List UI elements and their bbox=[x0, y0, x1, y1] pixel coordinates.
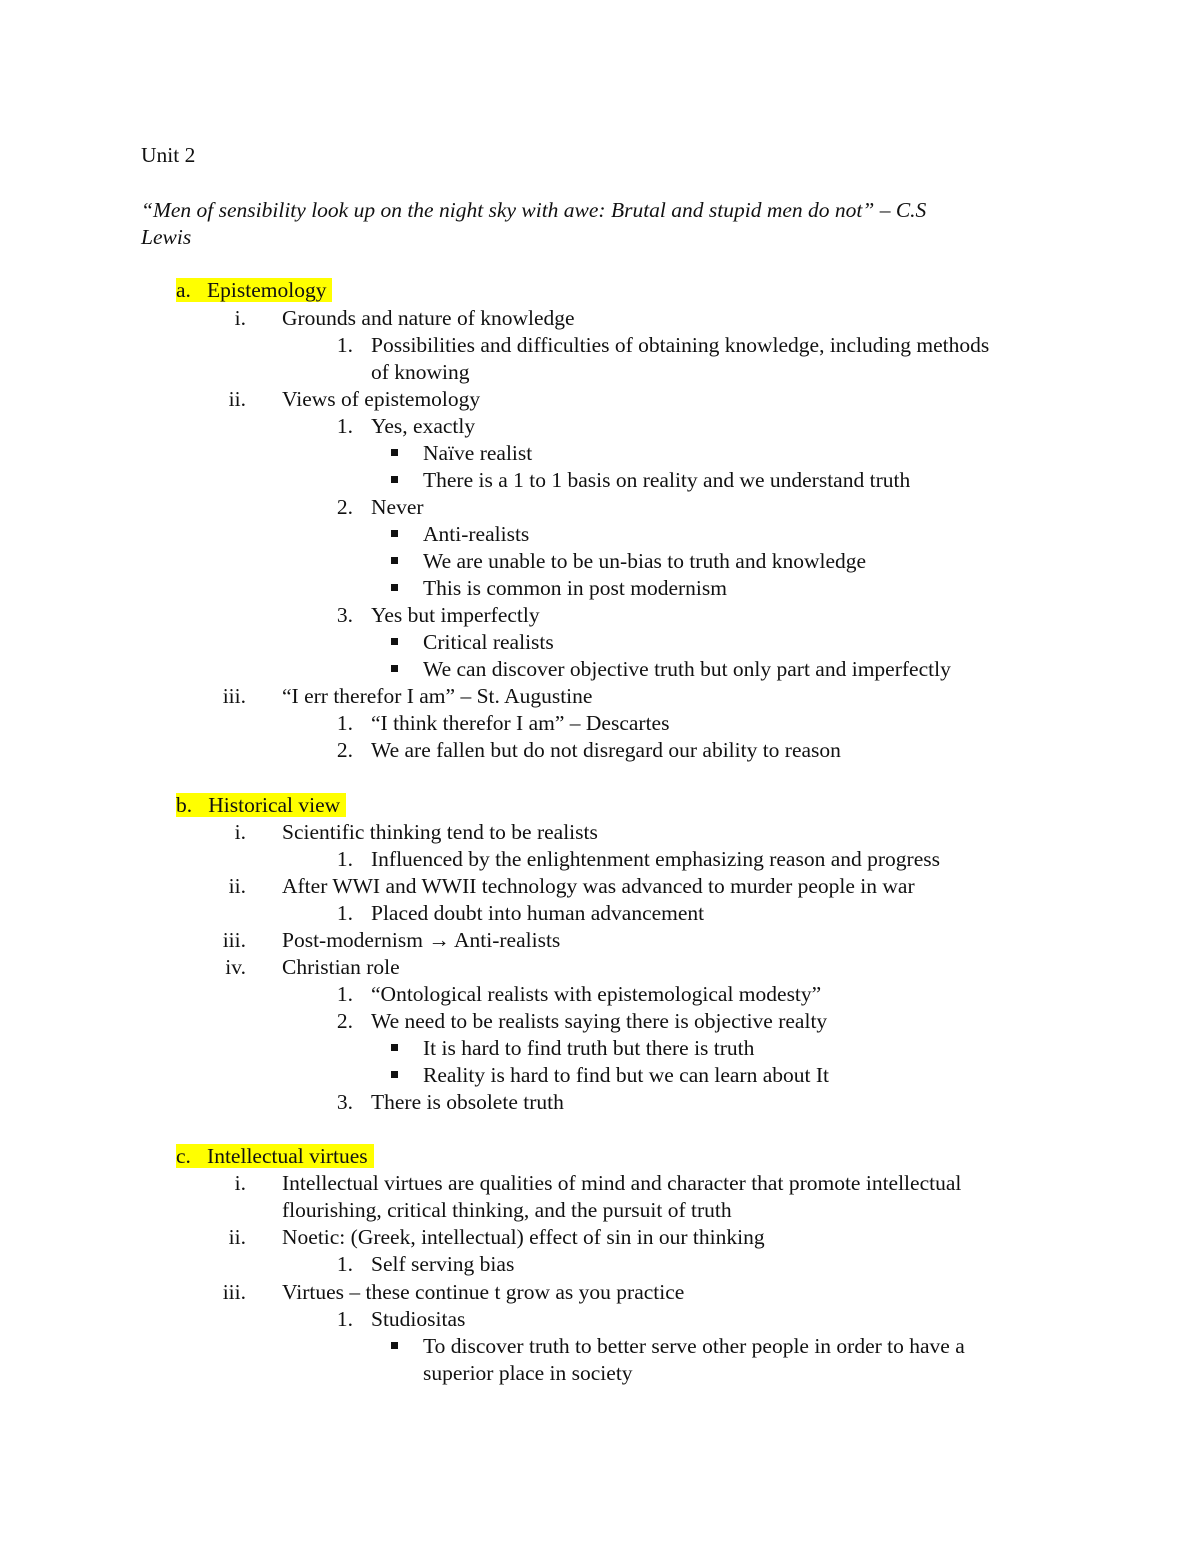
list-item: Self serving bias bbox=[371, 1252, 515, 1276]
section-a-heading bbox=[176, 277, 332, 304]
list-item: Reality is hard to find but we can learn about It bbox=[423, 1063, 829, 1087]
unit-title: Unit 2 bbox=[141, 143, 196, 167]
list-item: “Ontological realists with epistemological modesty” bbox=[371, 982, 822, 1006]
section-a-title: Epistemology bbox=[207, 278, 327, 302]
list-marker: iii. bbox=[222, 928, 246, 952]
list-item: “I think therefor I am” – Descartes bbox=[371, 711, 670, 735]
list-item: We are unable to be un-bias to truth and knowledge bbox=[423, 549, 867, 573]
list-marker: 1. bbox=[336, 1252, 353, 1276]
list-marker: ii. bbox=[228, 874, 246, 898]
quote-line-2: Lewis bbox=[141, 225, 192, 249]
bullet-icon bbox=[391, 575, 398, 602]
list-item: Post-modernism → Anti-realists bbox=[282, 928, 561, 952]
list-item: Grounds and nature of knowledge bbox=[282, 306, 575, 330]
list-marker: 2. bbox=[336, 495, 353, 519]
list-marker: 1. bbox=[336, 414, 353, 438]
list-item: There is obsolete truth bbox=[371, 1090, 564, 1114]
list-item: “I err therefor I am” – St. Augustine bbox=[282, 684, 593, 708]
list-marker: 1. bbox=[336, 1307, 353, 1331]
list-item: We are fallen but do not disregard our ability to reason bbox=[371, 738, 841, 762]
list-item: Anti-realists bbox=[423, 522, 530, 546]
bullet-icon bbox=[391, 629, 398, 656]
list-marker: 3. bbox=[336, 1090, 353, 1114]
list-item: Virtues – these continue t grow as you practice bbox=[282, 1280, 685, 1304]
section-c-title: Intellectual virtues bbox=[207, 1144, 368, 1168]
list-marker: i. bbox=[234, 820, 246, 844]
list-item: There is a 1 to 1 basis on reality and we understand truth bbox=[423, 468, 911, 492]
list-item: We need to be realists saying there is objective realty bbox=[371, 1009, 828, 1033]
quote-line-1: “Men of sensibility look up on the night sky with awe: Brutal and stupid men do not” – C.S bbox=[141, 198, 927, 222]
bullet-icon bbox=[391, 548, 398, 575]
list-item: Never bbox=[371, 495, 424, 519]
list-item: After WWI and WWII technology was advanced to murder people in war bbox=[282, 874, 915, 898]
list-item: Influenced by the enlightenment emphasizing reason and progress bbox=[371, 847, 940, 871]
list-item-continued: flourishing, critical thinking, and the pursuit of truth bbox=[282, 1198, 732, 1222]
list-item-continued: of knowing bbox=[371, 360, 470, 384]
list-marker: ii. bbox=[228, 387, 246, 411]
list-marker: ii. bbox=[228, 1225, 246, 1249]
list-marker: iii. bbox=[222, 684, 246, 708]
section-b-title: Historical view bbox=[208, 793, 341, 817]
bullet-icon bbox=[391, 1333, 398, 1360]
list-item: To discover truth to better serve other people in order to have a bbox=[423, 1334, 965, 1358]
list-item: It is hard to find truth but there is truth bbox=[423, 1036, 755, 1060]
list-item: Christian role bbox=[282, 955, 400, 979]
list-item: Noetic: (Greek, intellectual) effect of sin in our thinking bbox=[282, 1225, 765, 1249]
list-item: Naïve realist bbox=[423, 441, 533, 465]
list-marker: 1. bbox=[336, 982, 353, 1006]
list-item: Placed doubt into human advancement bbox=[371, 901, 705, 925]
list-marker: 1. bbox=[336, 711, 353, 735]
list-item: Scientific thinking tend to be realists bbox=[282, 820, 598, 844]
section-b-heading bbox=[176, 792, 346, 819]
section-c-marker: c. bbox=[176, 1144, 191, 1168]
bullet-icon bbox=[391, 467, 398, 494]
bullet-icon bbox=[391, 521, 398, 548]
list-item: Yes but imperfectly bbox=[371, 603, 540, 627]
section-b-marker: b. bbox=[176, 793, 193, 817]
list-marker: 1. bbox=[336, 847, 353, 871]
list-marker: 2. bbox=[336, 1009, 353, 1033]
list-marker: i. bbox=[234, 1171, 246, 1195]
list-marker: 2. bbox=[336, 738, 353, 762]
list-marker: 3. bbox=[336, 603, 353, 627]
bullet-icon bbox=[391, 656, 398, 683]
list-item: Yes, exactly bbox=[371, 414, 476, 438]
list-marker: iv. bbox=[225, 955, 246, 979]
list-item: Possibilities and difficulties of obtaining knowledge, including methods bbox=[371, 333, 990, 357]
list-marker: i. bbox=[234, 306, 246, 330]
bullet-icon bbox=[391, 1035, 398, 1062]
bullet-icon bbox=[391, 440, 398, 467]
section-c-heading bbox=[176, 1143, 374, 1170]
list-item: Intellectual virtues are qualities of mind and character that promote intellectual bbox=[282, 1171, 962, 1195]
section-a-marker: a. bbox=[176, 278, 191, 302]
list-item-continued: superior place in society bbox=[423, 1361, 633, 1385]
list-marker: 1. bbox=[336, 333, 353, 357]
list-item: This is common in post modernism bbox=[423, 576, 727, 600]
list-marker: iii. bbox=[222, 1280, 246, 1304]
list-item: Critical realists bbox=[423, 630, 554, 654]
list-marker: 1. bbox=[336, 901, 353, 925]
list-item: We can discover objective truth but only part and imperfectly bbox=[423, 657, 951, 681]
list-item: Studiositas bbox=[371, 1307, 466, 1331]
list-item: Views of epistemology bbox=[282, 387, 481, 411]
bullet-icon bbox=[391, 1062, 398, 1089]
